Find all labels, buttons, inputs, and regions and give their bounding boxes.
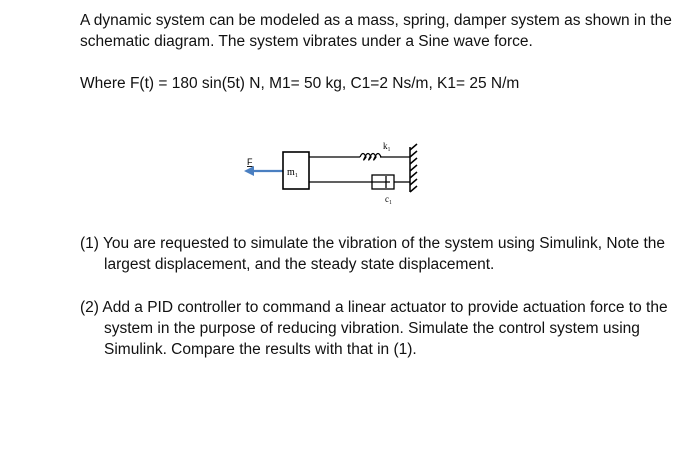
- task-1: (1) You are requested to simulate the vibration of the system using Simulink, Note the largest displacement, and the steady state displacement.: [80, 235, 666, 273]
- fixed-wall: [410, 144, 417, 192]
- mass-label: m₁: [287, 167, 299, 178]
- force-arrow: [244, 166, 283, 176]
- force-label: F: [247, 157, 253, 167]
- task-2: (2) Add a PID controller to command a linear actuator to provide actuation force to the system in the purpose of reducing vibration. Simulate the control system using Simulink. Compare the results with that in (1).: [80, 299, 668, 358]
- spring-label: k₁: [383, 141, 391, 151]
- problem-parameters: Where F(t) = 180 sin(5t) N, M1= 50 kg, C1=2 Ns/m, K1= 25 N/m: [80, 75, 520, 92]
- problem-intro: A dynamic system can be modeled as a mass, spring, damper system as shown in the schematic diagram. The system vibrates under a Sine wave force.: [80, 12, 672, 50]
- damper-label: c₁: [385, 194, 393, 204]
- mass-spring-damper-diagram: [240, 130, 440, 210]
- damper: [309, 175, 410, 189]
- spring: [309, 154, 410, 161]
